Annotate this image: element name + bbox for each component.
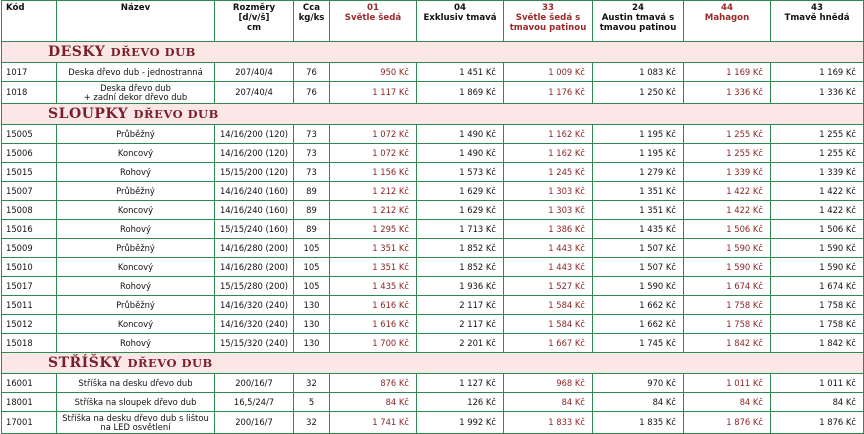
table-row [2, 296, 864, 315]
cell-price: 950 Kč [330, 63, 417, 82]
cell-price: 1 745 Kč [593, 334, 684, 353]
table-row [2, 201, 864, 220]
section-title [2, 42, 864, 63]
cell-price: 1 451 Kč [417, 63, 504, 82]
cell-price: 1 336 Kč [684, 82, 771, 104]
cell-price: 1 590 Kč [771, 258, 864, 277]
cell-price: 1 869 Kč [417, 82, 504, 104]
cell-price: 1 422 Kč [684, 201, 771, 220]
cell-nazev: Stříška na desku dřevo dub [57, 374, 215, 393]
cell-price: 1 195 Kč [593, 144, 684, 163]
cell-price: 1 339 Kč [684, 163, 771, 182]
cell-nazev: Deska dřevo dub - jednostranná [57, 63, 215, 82]
cell-rozmery: 207/40/4 [215, 63, 294, 82]
cell-kg: 89 [294, 182, 330, 201]
section-title-main: SLOUPKY [48, 106, 129, 122]
cell-nazev: Stříška na sloupek dřevo dub [57, 393, 215, 412]
cell-price: 1 127 Kč [417, 374, 504, 393]
table-row [2, 334, 864, 353]
cell-price: 1 279 Kč [593, 163, 684, 182]
cell-price: 1 351 Kč [593, 182, 684, 201]
cell-nazev: Stříška na desku dřevo dub s lištou na LED osvětlení [57, 412, 215, 434]
header-color-43: 43 Tmavě hnědá [771, 1, 864, 42]
cell-rozmery: 14/16/200 (120) [215, 125, 294, 144]
cell-rozmery: 200/16/7 [215, 374, 294, 393]
cell-price: 1 506 Kč [684, 220, 771, 239]
cell-kod: 18001 [2, 393, 57, 412]
section-title [2, 104, 864, 125]
cell-kod: 15010 [2, 258, 57, 277]
header-color-44: 44 Mahagon [684, 1, 771, 42]
cell-rozmery: 200/16/7 [215, 412, 294, 434]
cell-rozmery: 14/16/240 (160) [215, 201, 294, 220]
cell-nazev: Koncový [57, 201, 215, 220]
cell-price: 1 936 Kč [417, 277, 504, 296]
cell-kod: 15016 [2, 220, 57, 239]
header-kod: Kód [2, 1, 57, 42]
cell-nazev: Koncový [57, 144, 215, 163]
cell-price: 1 490 Kč [417, 144, 504, 163]
cell-price: 1 351 Kč [330, 258, 417, 277]
cell-price: 1 506 Kč [771, 220, 864, 239]
cell-price: 1 351 Kč [593, 201, 684, 220]
cell-rozmery: 15/15/240 (160) [215, 220, 294, 239]
cell-nazev: Koncový [57, 315, 215, 334]
cell-price: 1 303 Kč [504, 182, 593, 201]
cell-price: 1 616 Kč [330, 315, 417, 334]
table-row [2, 182, 864, 201]
table-row [2, 163, 864, 182]
cell-price: 84 Kč [771, 393, 864, 412]
cell-kod: 15012 [2, 315, 57, 334]
cell-price: 1 156 Kč [330, 163, 417, 182]
cell-price: 1 195 Kč [593, 125, 684, 144]
cell-price: 1 852 Kč [417, 239, 504, 258]
cell-kg: 76 [294, 63, 330, 82]
cell-price: 126 Kč [417, 393, 504, 412]
cell-nazev: Koncový [57, 258, 215, 277]
cell-price: 1 295 Kč [330, 220, 417, 239]
cell-price: 1 176 Kč [504, 82, 593, 104]
section-title-sub: DŘEVO DUB [133, 107, 219, 121]
table-row [2, 125, 864, 144]
cell-kg: 89 [294, 201, 330, 220]
cell-price: 1 616 Kč [330, 296, 417, 315]
cell-price: 1 303 Kč [504, 201, 593, 220]
cell-kg: 76 [294, 82, 330, 104]
cell-price: 1 842 Kč [771, 334, 864, 353]
cell-price: 1 422 Kč [771, 182, 864, 201]
cell-price: 1 443 Kč [504, 258, 593, 277]
cell-kod: 17001 [2, 412, 57, 434]
cell-price: 84 Kč [504, 393, 593, 412]
table-row [2, 144, 864, 163]
cell-price: 1 573 Kč [417, 163, 504, 182]
table-body [2, 42, 864, 434]
cell-price: 1 590 Kč [684, 258, 771, 277]
cell-price: 1 674 Kč [684, 277, 771, 296]
cell-rozmery: 16,5/24/7 [215, 393, 294, 412]
table-row [2, 374, 864, 393]
cell-price: 1 741 Kč [330, 412, 417, 434]
table-row [2, 82, 864, 104]
cell-kg: 130 [294, 334, 330, 353]
cell-price: 1 435 Kč [593, 220, 684, 239]
section-title-main: STŘÍŠKY [48, 355, 123, 371]
cell-kod: 15018 [2, 334, 57, 353]
cell-price: 1 758 Kč [771, 296, 864, 315]
price-table [1, 0, 864, 434]
cell-kg: 130 [294, 315, 330, 334]
cell-nazev: Rohový [57, 163, 215, 182]
cell-kod: 15006 [2, 144, 57, 163]
cell-rozmery: 14/16/320 (240) [215, 296, 294, 315]
cell-kod: 16001 [2, 374, 57, 393]
cell-price: 1 162 Kč [504, 144, 593, 163]
cell-price: 1 011 Kč [771, 374, 864, 393]
table-row [2, 220, 864, 239]
cell-price: 1 250 Kč [593, 82, 684, 104]
cell-price: 876 Kč [330, 374, 417, 393]
cell-price: 84 Kč [593, 393, 684, 412]
cell-price: 1 255 Kč [684, 125, 771, 144]
cell-rozmery: 14/16/320 (240) [215, 315, 294, 334]
section-title-sub: DŘEVO DUB [127, 356, 213, 370]
cell-price: 1 255 Kč [684, 144, 771, 163]
cell-kg: 32 [294, 412, 330, 434]
cell-nazev: Rohový [57, 334, 215, 353]
cell-price: 1 443 Kč [504, 239, 593, 258]
cell-rozmery: 14/16/280 (200) [215, 258, 294, 277]
cell-price: 1 351 Kč [330, 239, 417, 258]
cell-price: 1 169 Kč [771, 63, 864, 82]
cell-price: 1 336 Kč [771, 82, 864, 104]
cell-price: 1 435 Kč [330, 277, 417, 296]
cell-kg: 73 [294, 125, 330, 144]
header-color-24: 24 Austin tmavá s tmavou patinou [593, 1, 684, 42]
cell-price: 1 422 Kč [771, 201, 864, 220]
cell-price: 1 162 Kč [504, 125, 593, 144]
cell-kod: 15017 [2, 277, 57, 296]
cell-price: 1 876 Kč [771, 412, 864, 434]
cell-price: 1 758 Kč [684, 315, 771, 334]
cell-kod: 15011 [2, 296, 57, 315]
cell-kg: 105 [294, 239, 330, 258]
cell-price: 1 212 Kč [330, 182, 417, 201]
cell-price: 84 Kč [330, 393, 417, 412]
cell-rozmery: 14/16/200 (120) [215, 144, 294, 163]
cell-price: 1 507 Kč [593, 258, 684, 277]
cell-kg: 105 [294, 277, 330, 296]
cell-price: 1 255 Kč [771, 125, 864, 144]
cell-price: 1 212 Kč [330, 201, 417, 220]
cell-price: 1 422 Kč [684, 182, 771, 201]
table-row [2, 258, 864, 277]
cell-price: 1 072 Kč [330, 125, 417, 144]
cell-price: 1 527 Kč [504, 277, 593, 296]
cell-kg: 32 [294, 374, 330, 393]
cell-price: 1 584 Kč [504, 296, 593, 315]
table-row [2, 315, 864, 334]
cell-price: 1 386 Kč [504, 220, 593, 239]
cell-price: 2 117 Kč [417, 315, 504, 334]
cell-price: 1 662 Kč [593, 315, 684, 334]
cell-price: 1 255 Kč [771, 144, 864, 163]
cell-kod: 15015 [2, 163, 57, 182]
cell-price: 1 992 Kč [417, 412, 504, 434]
cell-price: 1 629 Kč [417, 201, 504, 220]
cell-rozmery: 15/15/200 (120) [215, 163, 294, 182]
cell-price: 1 667 Kč [504, 334, 593, 353]
cell-price: 1 590 Kč [771, 239, 864, 258]
cell-price: 1 662 Kč [593, 296, 684, 315]
cell-price: 1 584 Kč [504, 315, 593, 334]
cell-kod: 1018 [2, 82, 57, 104]
cell-price: 1 629 Kč [417, 182, 504, 201]
cell-kg: 130 [294, 296, 330, 315]
cell-rozmery: 15/15/320 (240) [215, 334, 294, 353]
cell-price: 1 009 Kč [504, 63, 593, 82]
cell-price: 1 011 Kč [684, 374, 771, 393]
cell-price: 1 876 Kč [684, 412, 771, 434]
cell-rozmery: 14/16/240 (160) [215, 182, 294, 201]
cell-kod: 15008 [2, 201, 57, 220]
cell-price: 1 835 Kč [593, 412, 684, 434]
cell-price: 1 072 Kč [330, 144, 417, 163]
section-title-sub: DŘEVO DUB [110, 45, 196, 59]
cell-kg: 73 [294, 144, 330, 163]
section-header [2, 42, 864, 63]
section-title-main: DESKY [48, 44, 106, 60]
cell-kg: 5 [294, 393, 330, 412]
cell-price: 1 590 Kč [593, 277, 684, 296]
header-rozmery: Rozměry [d/v/š] cm [215, 1, 294, 42]
cell-price: 1 842 Kč [684, 334, 771, 353]
cell-price: 970 Kč [593, 374, 684, 393]
table-row [2, 277, 864, 296]
cell-nazev: Průběžný [57, 239, 215, 258]
cell-kg: 105 [294, 258, 330, 277]
cell-nazev: Průběžný [57, 182, 215, 201]
cell-kg: 73 [294, 163, 330, 182]
cell-price: 1 700 Kč [330, 334, 417, 353]
cell-nazev: Rohový [57, 277, 215, 296]
cell-price: 968 Kč [504, 374, 593, 393]
section-header [2, 104, 864, 125]
cell-price: 1 083 Kč [593, 63, 684, 82]
cell-kod: 1017 [2, 63, 57, 82]
cell-price: 1 758 Kč [684, 296, 771, 315]
cell-kg: 89 [294, 220, 330, 239]
cell-price: 1 758 Kč [771, 315, 864, 334]
table-row [2, 393, 864, 412]
cell-kod: 15005 [2, 125, 57, 144]
cell-rozmery: 207/40/4 [215, 82, 294, 104]
cell-price: 1 590 Kč [684, 239, 771, 258]
cell-nazev: Průběžný [57, 296, 215, 315]
cell-rozmery: 15/15/280 (200) [215, 277, 294, 296]
header-color-33: 33 Světle šedá s tmavou patinou [504, 1, 593, 42]
table-row [2, 63, 864, 82]
cell-price: 1 117 Kč [330, 82, 417, 104]
cell-rozmery: 14/16/280 (200) [215, 239, 294, 258]
section-header [2, 353, 864, 374]
cell-price: 1 339 Kč [771, 163, 864, 182]
cell-price: 2 201 Kč [417, 334, 504, 353]
cell-price: 2 117 Kč [417, 296, 504, 315]
cell-nazev: Deska dřevo dub + zadní dekor dřevo dub [57, 82, 215, 104]
header-color-04: 04 Exklusiv tmavá [417, 1, 504, 42]
cell-price: 84 Kč [684, 393, 771, 412]
cell-price: 1 490 Kč [417, 125, 504, 144]
header-kgks: Cca kg/ks [294, 1, 330, 42]
cell-price: 1 713 Kč [417, 220, 504, 239]
cell-price: 1 507 Kč [593, 239, 684, 258]
cell-kod: 15007 [2, 182, 57, 201]
table-header-row [2, 1, 864, 42]
cell-kod: 15009 [2, 239, 57, 258]
cell-price: 1 674 Kč [771, 277, 864, 296]
cell-nazev: Rohový [57, 220, 215, 239]
cell-price: 1 245 Kč [504, 163, 593, 182]
header-color-01: 01 Světle šedá [330, 1, 417, 42]
cell-price: 1 852 Kč [417, 258, 504, 277]
cell-nazev: Průběžný [57, 125, 215, 144]
table-row [2, 239, 864, 258]
cell-price: 1 833 Kč [504, 412, 593, 434]
table-row [2, 412, 864, 434]
section-title [2, 353, 864, 374]
header-nazev: Název [57, 1, 215, 42]
cell-price: 1 169 Kč [684, 63, 771, 82]
